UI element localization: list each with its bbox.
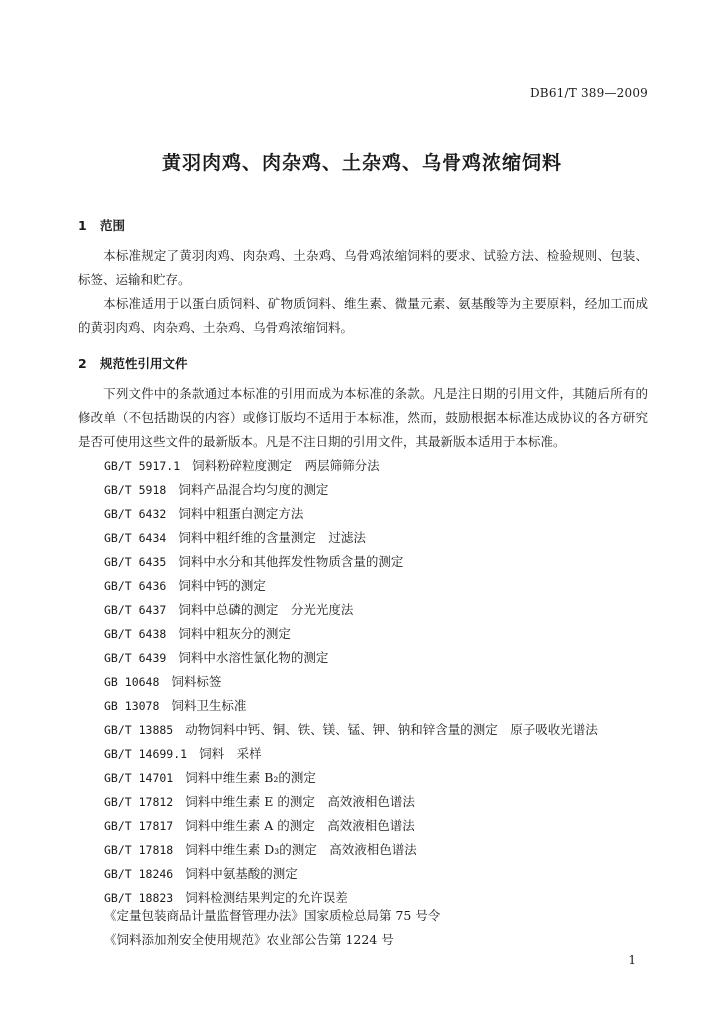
section-title: 范围 xyxy=(100,218,126,233)
reference-code: GB/T 17812 xyxy=(104,795,174,809)
reference-code: GB/T 17817 xyxy=(104,819,174,833)
reference-title: 饲料 采样 xyxy=(199,746,262,761)
page-number: 1 xyxy=(628,953,636,967)
list-item xyxy=(104,526,598,550)
list-item xyxy=(104,742,598,766)
list-item xyxy=(104,646,598,670)
reference-title: 饲料中粗蛋白测定方法 xyxy=(178,506,304,521)
list-item xyxy=(104,502,598,526)
paragraph-text: 本标准适用于以蛋白质饲料、矿物质饲料、维生素、微量元素、氨基酸等为主要原料，经加工而成的黄羽肉鸡、肉杂鸡、土杂鸡、乌骨鸡浓缩饲料。 xyxy=(78,296,648,335)
reference-title: 饲料中粗纤维的含量测定 过滤法 xyxy=(178,530,366,545)
list-item xyxy=(104,598,598,622)
reference-code: GB/T 14699.1 xyxy=(104,747,188,761)
reference-list xyxy=(104,454,598,910)
list-item: 《饲料添加剂安全使用规范》农业部公告第 1224 号 xyxy=(104,932,394,947)
reference-code: GB/T 6439 xyxy=(104,651,167,665)
scope-paragraph-2 xyxy=(78,292,648,340)
list-item xyxy=(104,718,598,742)
reference-title: 饲料卫生标准 xyxy=(171,698,247,713)
list-item xyxy=(104,694,598,718)
list-item xyxy=(104,574,598,598)
list-item xyxy=(104,550,598,574)
reference-code: GB/T 6434 xyxy=(104,531,167,545)
list-item xyxy=(104,478,598,502)
section-heading-scope xyxy=(78,216,125,234)
paragraph-text: 本标准规定了黄羽肉鸡、肉杂鸡、土杂鸡、乌骨鸡浓缩饲料的要求、试验方法、检验规则、包装、标签、运输和贮存。 xyxy=(78,248,648,287)
reference-code: GB/T 6432 xyxy=(104,507,167,521)
reference-title: 饲料中总磷的测定 分光光度法 xyxy=(178,602,354,617)
section-heading-normative-references xyxy=(78,354,188,372)
reference-code: GB 10648 xyxy=(104,675,160,689)
section-number: 2 xyxy=(78,356,87,371)
reference-title: 饲料中维生素 B₂的测定 xyxy=(185,770,316,785)
reference-code: GB/T 6435 xyxy=(104,555,167,569)
paragraph-text: 下列文件中的条款通过本标准的引用而成为本标准的条款。凡是注日期的引用文件，其随后所有的修改单（不包括勘误的内容）或修订版均不适用于本标准，然而，鼓励根据本标准达成协议的各方研究是否可使用这些文件的最新版本。凡是不注日期的引用文件，其最新版本适用于本标准。 xyxy=(78,386,648,449)
reference-title: 饲料中氨基酸的测定 xyxy=(185,866,298,881)
reference-title: 饲料中钙的测定 xyxy=(178,578,266,593)
reference-title: 饲料中维生素 E 的测定 高效液相色谱法 xyxy=(185,794,415,809)
reference-code: GB/T 5917.1 xyxy=(104,459,181,473)
reference-code: GB/T 13885 xyxy=(104,723,174,737)
list-item xyxy=(104,814,598,838)
list-item xyxy=(104,838,598,862)
standard-code: DB61/T 389—2009 xyxy=(529,86,648,100)
reference-code: GB/T 6436 xyxy=(104,579,167,593)
reference-title: 饲料中粗灰分的测定 xyxy=(178,626,291,641)
reference-code: GB/T 14701 xyxy=(104,771,174,785)
reference-title: 饲料标签 xyxy=(171,674,222,689)
reference-title: 饲料中维生素 D₃的测定 高效液相色谱法 xyxy=(185,842,417,857)
section-title: 规范性引用文件 xyxy=(100,356,188,371)
list-item: 《定量包装商品计量监督管理办法》国家质检总局第 75 号令 xyxy=(104,908,441,923)
reference-code: GB/T 18246 xyxy=(104,867,174,881)
reference-title: 饲料中维生素 A 的测定 高效液相色谱法 xyxy=(185,818,415,833)
document-title: 黄羽肉鸡、肉杂鸡、土杂鸡、乌骨鸡浓缩饲料 xyxy=(161,152,562,174)
list-item xyxy=(104,790,598,814)
reference-code: GB/T 18823 xyxy=(104,891,174,905)
list-item xyxy=(104,862,598,886)
references-intro-paragraph xyxy=(78,382,648,454)
reference-title: 饲料中水溶性氯化物的测定 xyxy=(178,650,329,665)
scope-paragraph-1 xyxy=(78,244,648,292)
reference-title: 动物饲料中钙、铜、铁、镁、锰、钾、钠和锌含量的测定 原子吸收光谱法 xyxy=(185,722,598,737)
section-number: 1 xyxy=(78,218,87,233)
reference-code: GB 13078 xyxy=(104,699,160,713)
reference-code: GB/T 6437 xyxy=(104,603,167,617)
reference-title: 饲料产品混合均匀度的测定 xyxy=(178,482,329,497)
regulation-list xyxy=(104,904,440,952)
reference-code: GB/T 17818 xyxy=(104,843,174,857)
reference-code: GB/T 5918 xyxy=(104,483,167,497)
list-item xyxy=(104,622,598,646)
list-item xyxy=(104,454,598,478)
reference-code: GB/T 6438 xyxy=(104,627,167,641)
list-item xyxy=(104,766,598,790)
reference-title: 饲料检测结果判定的允许误差 xyxy=(185,890,348,905)
list-item xyxy=(104,670,598,694)
reference-title: 饲料中水分和其他挥发性物质含量的测定 xyxy=(178,554,404,569)
reference-title: 饲料粉碎粒度测定 两层筛筛分法 xyxy=(192,458,380,473)
